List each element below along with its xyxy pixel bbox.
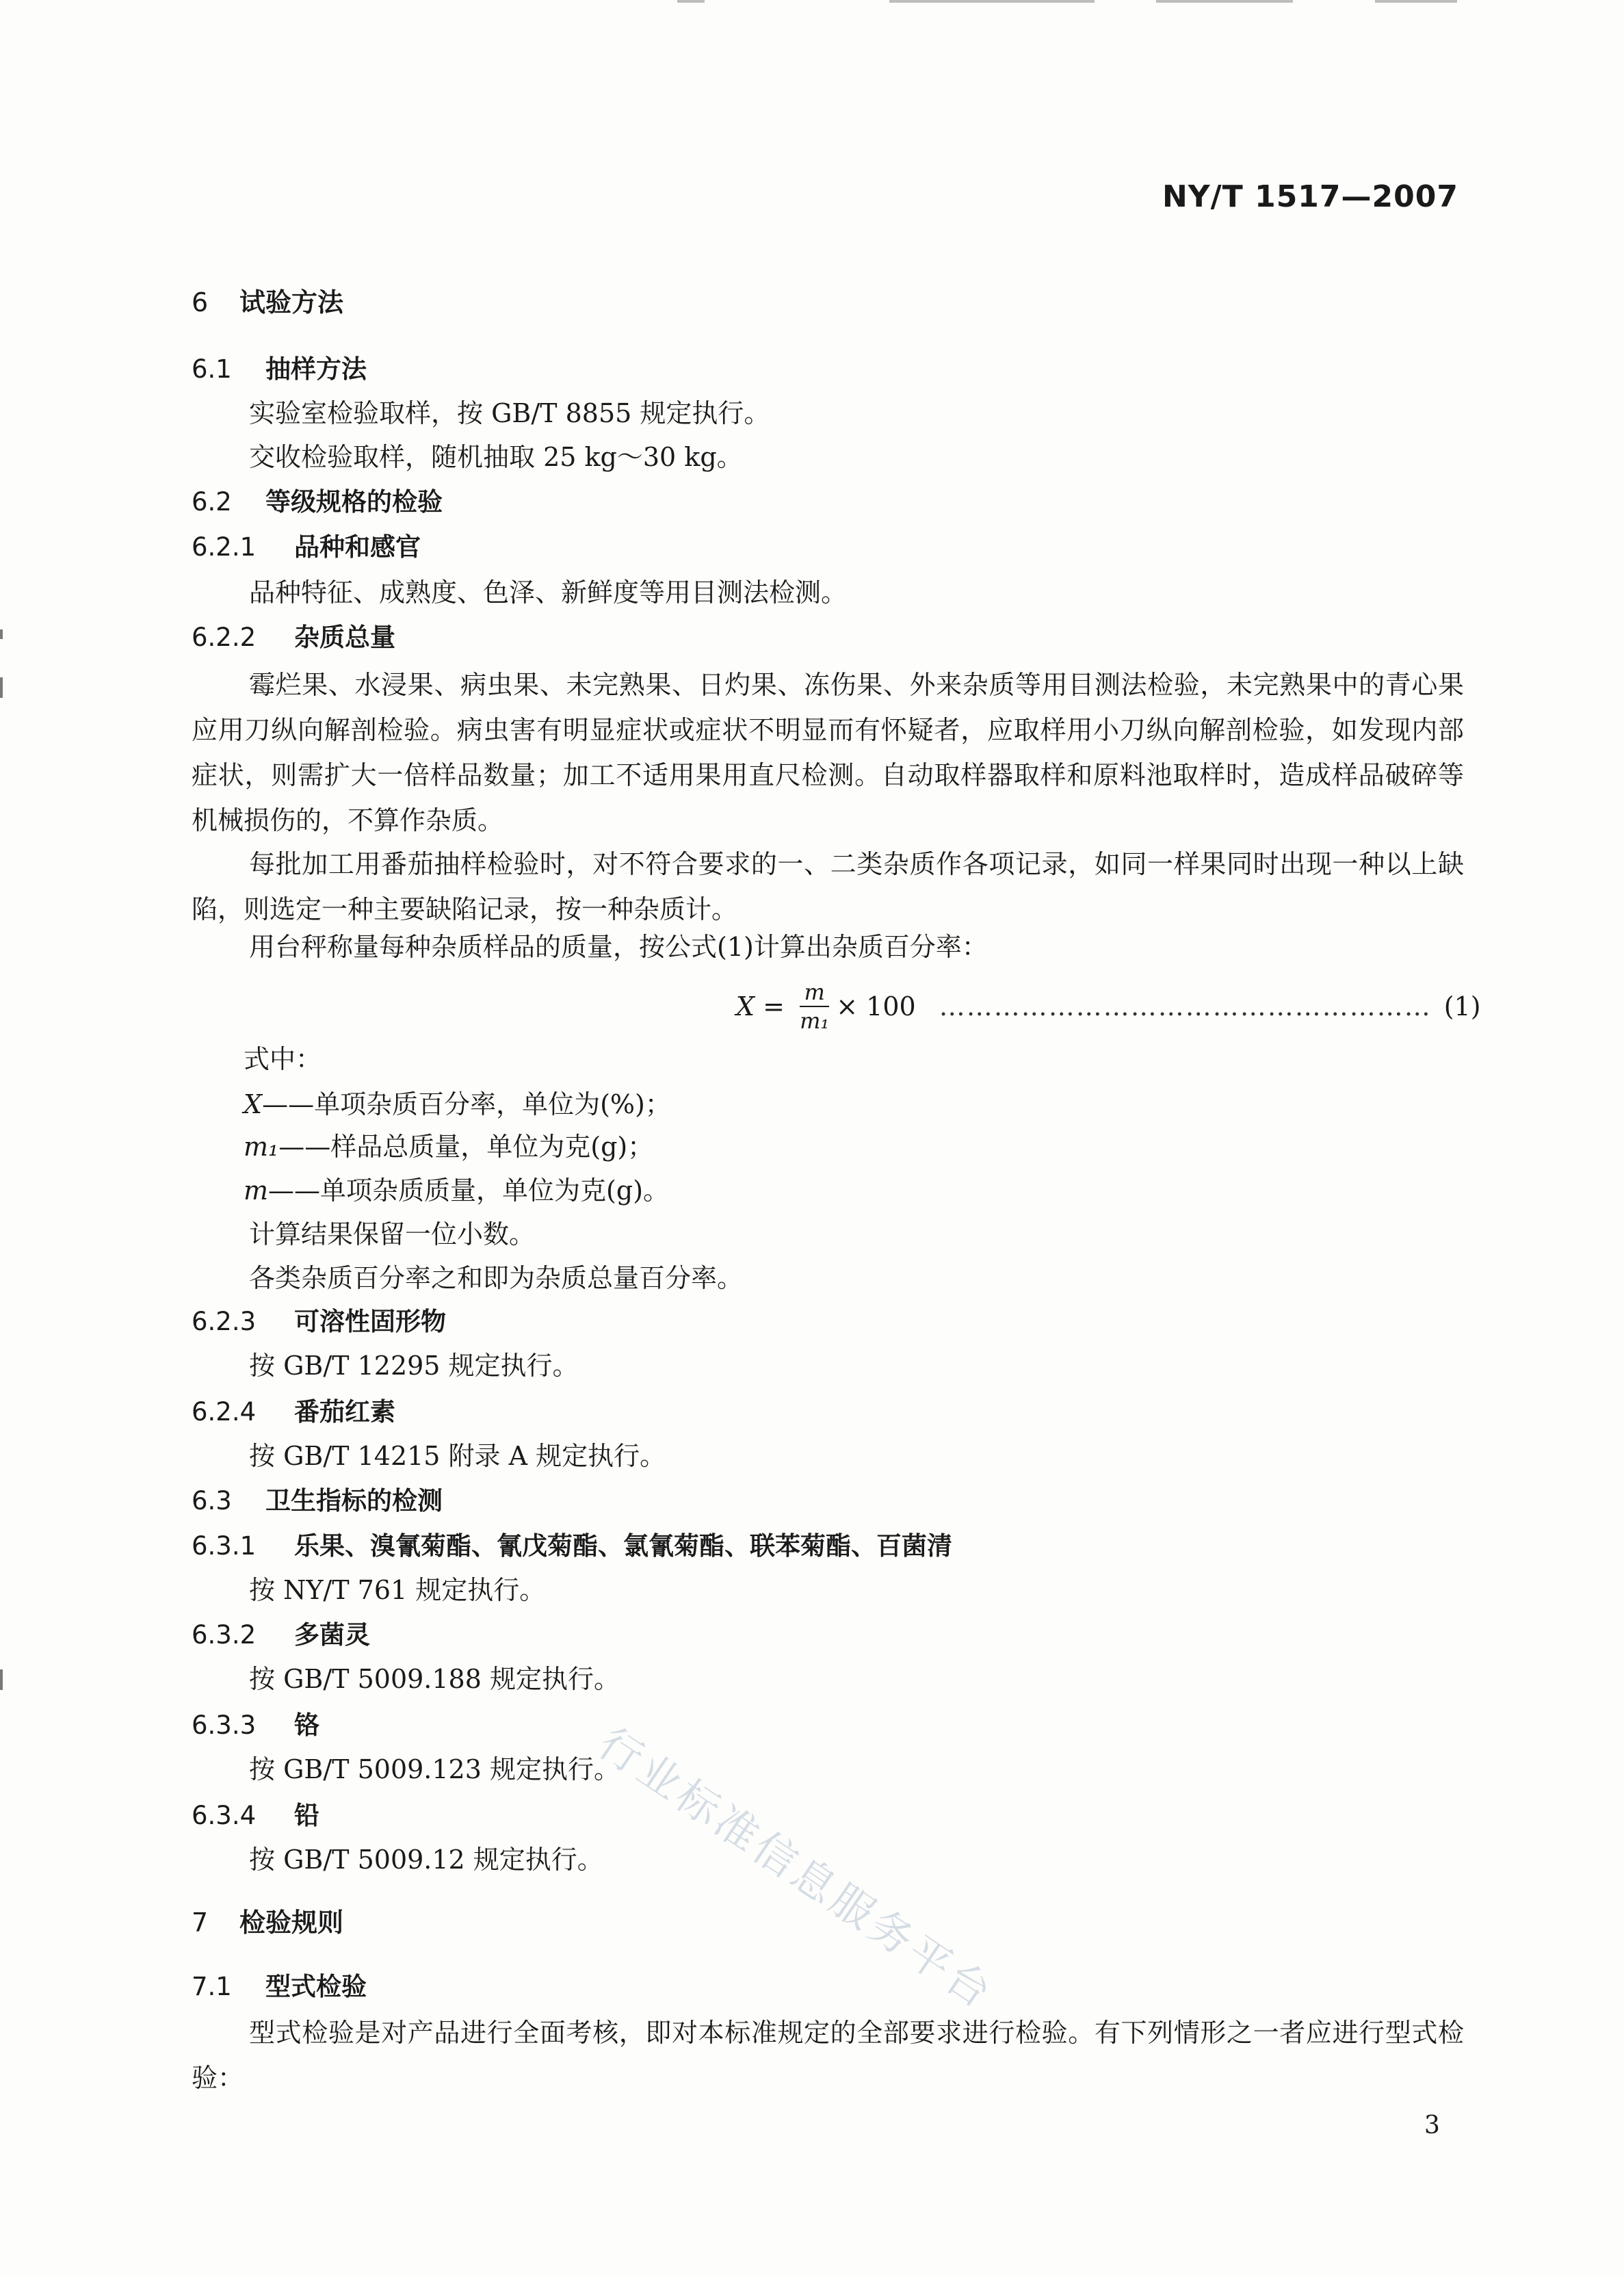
scan-edge-mark xyxy=(677,0,705,3)
section-heading-6-1: 6.1 抽样方法 xyxy=(192,354,367,384)
scan-margin-mark xyxy=(0,1669,3,1690)
section-heading-6: 6 试验方法 xyxy=(192,287,344,317)
scan-edge-mark xyxy=(1156,0,1293,3)
paragraph: 按 GB/T 5009.123 规定执行。 xyxy=(249,1754,620,1784)
paragraph: 型式检验是对产品进行全面考核，即对本标准规定的全部要求进行检验。有下列情形之一者应进行型式检验： xyxy=(192,2018,1464,2093)
section-heading-6-3-3: 6.3.3 铬 xyxy=(192,1710,319,1740)
equation-number: (1) xyxy=(1443,991,1481,1022)
paragraph: 按 GB/T 12295 规定执行。 xyxy=(249,1351,579,1381)
paragraph: 品种特征、成熟度、色泽、新鲜度等用目测法检测。 xyxy=(249,577,848,608)
watermark: 行业标准信息服务平台 xyxy=(589,1717,1004,2020)
paragraph: 实验室检验取样，按 GB/T 8855 规定执行。 xyxy=(249,398,770,428)
section-heading-7: 7 检验规则 xyxy=(192,1908,344,1938)
standard-code: NY/T 1517—2007 xyxy=(1162,179,1458,214)
paragraph: 按 GB/T 5009.188 规定执行。 xyxy=(249,1664,620,1694)
section-heading-6-3-1: 6.3.1 乐果、溴氰菊酯、氰戊菊酯、氯氰菊酯、联苯菊酯、百菌清 xyxy=(192,1531,952,1561)
variable-definition: X——单项杂质百分率，单位为(%)； xyxy=(244,1089,671,1119)
paragraph: 各类杂质百分率之和即为杂质总量百分率。 xyxy=(249,1263,744,1293)
paragraph: 交收检验取样，随机抽取 25 kg～30 kg。 xyxy=(249,442,743,472)
section-heading-6-2-4: 6.2.4 番茄红素 xyxy=(192,1397,395,1427)
fraction: $\frac{m}{\text{m₁}}$ xyxy=(800,979,830,1034)
paragraph: 每批加工用番茄抽样检验时，对不符合要求的一、二类杂质作各项记录，如同一样果同时出现一种以上缺陷，则选定一种主要缺陷记录，按一种杂质计。 xyxy=(192,849,1464,924)
variable-definition: m——单项杂质质量，单位为克(g)。 xyxy=(244,1175,670,1206)
paragraph: 按 GB/T 14215 附录 A 规定执行。 xyxy=(249,1441,666,1471)
section-heading-6-2-1: 6.2.1 品种和感官 xyxy=(192,532,421,562)
section-heading-6-3: 6.3 卫生指标的检测 xyxy=(192,1486,443,1515)
paragraph: 按 GB/T 5009.12 规定执行。 xyxy=(249,1845,603,1875)
paragraph: 霉烂果、水浸果、病虫果、未完熟果、日灼果、冻伤果、外来杂质等用目测法检验，未完熟果中的青心果应用刀纵向解剖检验。病虫害有明显症状或症状不明显而有怀疑者，应取样用小刀纵向解剖检验，如发现内部症状，则需扩大一倍样品数量；加工不适用果用直尺检测。自动取样器取样和原料池取样时，造成样品破碎等机械损伤的，不算作杂质。 xyxy=(192,670,1464,835)
paragraph: 用台秤称量每种杂质样品的质量，按公式(1)计算出杂质百分率： xyxy=(249,932,988,962)
scan-edge-mark xyxy=(1375,0,1457,3)
paragraph: 按 NY/T 761 规定执行。 xyxy=(249,1575,546,1605)
scan-edge-mark xyxy=(889,0,1095,3)
paragraph: 计算结果保留一位小数。 xyxy=(249,1219,536,1249)
section-heading-7-1: 7.1 型式检验 xyxy=(192,1972,367,2001)
section-heading-6-3-4: 6.3.4 铅 xyxy=(192,1801,319,1830)
scan-margin-mark xyxy=(0,677,3,698)
scan-margin-mark xyxy=(0,629,3,639)
formula-1: X = $\frac{m}{\text{m₁}}$ × 100 ……………………………………………… (1) xyxy=(736,979,1481,1034)
variable-definition: m₁——样品总质量，单位为克(g)； xyxy=(244,1132,654,1162)
section-heading-6-3-2: 6.3.2 多菌灵 xyxy=(192,1620,370,1650)
section-heading-6-2-2: 6.2.2 杂质总量 xyxy=(192,623,395,652)
page-number: 3 xyxy=(1424,2111,1440,2139)
where-label: 式中： xyxy=(244,1044,322,1074)
section-heading-6-2: 6.2 等级规格的检验 xyxy=(192,487,443,517)
section-heading-6-2-3: 6.2.3 可溶性固形物 xyxy=(192,1307,446,1336)
